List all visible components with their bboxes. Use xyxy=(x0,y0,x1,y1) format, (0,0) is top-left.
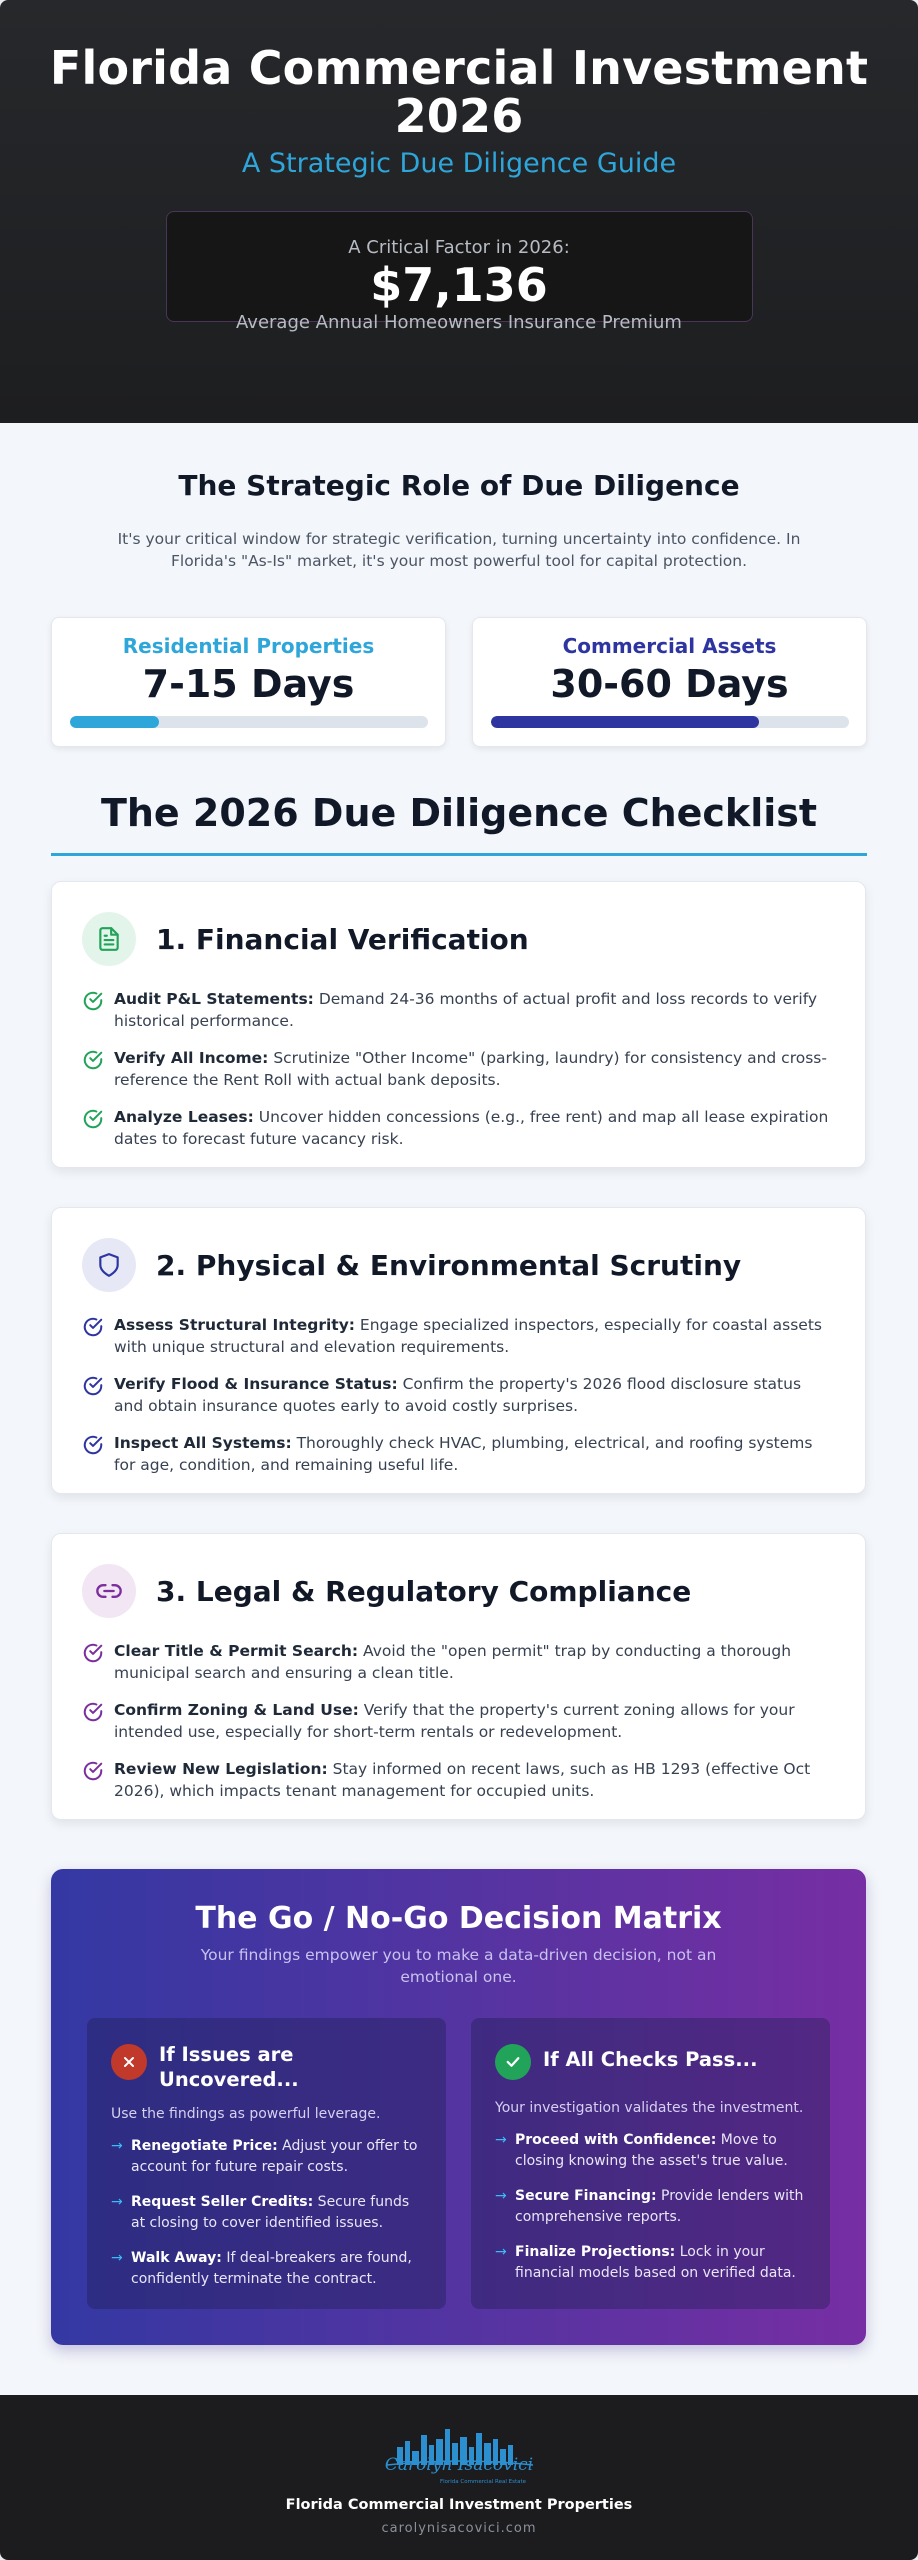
card-header xyxy=(82,1564,835,1618)
card-title: 1. Financial Verification xyxy=(156,922,529,956)
callout-label: A Critical Factor in 2026: xyxy=(348,237,570,258)
item-label: Finalize Projections: xyxy=(515,2244,676,2260)
panel-title: If Issues are Uncovered... xyxy=(159,2043,299,2091)
section-card-legal xyxy=(51,1533,866,1820)
callout-caption: Average Annual Homeowners Insurance Premium xyxy=(236,312,682,333)
brand-logo xyxy=(369,2417,549,2487)
item-label: Secure Financing: xyxy=(515,2188,657,2204)
checklist-item xyxy=(82,1758,835,1802)
arrow-right-icon: → xyxy=(111,2250,123,2266)
check-circle-icon xyxy=(82,1434,104,1456)
panel-item xyxy=(111,2136,422,2178)
link-icon xyxy=(82,1564,136,1618)
checklist-item xyxy=(82,1699,835,1743)
heading-divider xyxy=(51,853,867,856)
checklist-item xyxy=(82,1106,835,1150)
checklist-item xyxy=(82,988,835,1032)
timeline-bar-fill xyxy=(70,716,160,728)
checklist-item xyxy=(82,1373,835,1417)
item-label: Assess Structural Integrity: xyxy=(114,1316,355,1334)
card-items xyxy=(82,1314,835,1476)
page-footer xyxy=(0,2395,918,2560)
document-icon xyxy=(82,912,136,966)
panel-item xyxy=(111,2248,422,2290)
matrix-subtitle: Your findings empower you to make a data-driven decision, not an emotional one. xyxy=(200,1946,717,1986)
check-circle-icon xyxy=(82,1375,104,1397)
card-items xyxy=(82,988,835,1150)
item-label: Review New Legislation: xyxy=(114,1760,328,1778)
checklist-item xyxy=(82,1432,835,1476)
item-text: Demand 24-36 months of actual profit and loss records to verify historical performance. xyxy=(114,990,818,1030)
tile-label: Residential Properties xyxy=(122,634,375,658)
role-title: The Strategic Role of Due Diligence xyxy=(178,469,740,502)
item-label: Inspect All Systems: xyxy=(114,1434,292,1452)
item-label: Confirm Zoning & Land Use: xyxy=(114,1701,359,1719)
item-text: Secure funds at closing to cover identified issues. xyxy=(131,2194,410,2231)
check-circle-icon xyxy=(82,1701,104,1723)
item-label: Renegotiate Price: xyxy=(131,2138,278,2154)
tile-commercial xyxy=(472,617,867,747)
item-text: Engage specialized inspectors, especially for coastal assets with unique structural and elevation requirements. xyxy=(114,1316,822,1356)
timeline-tiles xyxy=(51,617,867,747)
matrix-title: The Go / No-Go Decision Matrix xyxy=(195,1901,722,1936)
checklist-item xyxy=(82,1047,835,1091)
panel-intro: Use the findings as powerful leverage. xyxy=(111,2106,381,2122)
logo-script: Carolyn Isacovici xyxy=(384,2455,534,2475)
timeline-bar-fill xyxy=(491,716,760,728)
card-header xyxy=(82,912,835,966)
page-subtitle: A Strategic Due Diligence Guide xyxy=(241,148,677,179)
panel-intro: Your investigation validates the investment. xyxy=(495,2100,804,2116)
arrow-right-icon: → xyxy=(495,2132,507,2148)
item-label: Clear Title & Permit Search: xyxy=(114,1642,359,1660)
panel-item xyxy=(495,2242,806,2284)
tile-label: Commercial Assets xyxy=(562,634,777,658)
panel-pass xyxy=(471,2018,830,2309)
card-title: 3. Legal & Regulatory Compliance xyxy=(156,1574,692,1608)
item-label: Request Seller Credits: xyxy=(131,2194,314,2210)
item-text: Stay informed on recent laws, such as HB 1293 (effective Oct 2026), which impacts tenant management for occupied units. xyxy=(114,1760,811,1800)
item-text: Lock in your financial models based on verified data. xyxy=(515,2244,796,2281)
checklist-item xyxy=(82,1640,835,1684)
tile-residential xyxy=(51,617,446,747)
decision-matrix xyxy=(51,1869,866,2345)
arrow-right-icon: → xyxy=(495,2244,507,2260)
item-text: Provide lenders with comprehensive reports. xyxy=(515,2188,804,2225)
page-title: Florida Commercial Investment 2026 xyxy=(49,41,869,143)
hero-header xyxy=(0,0,918,423)
item-text: Thoroughly check HVAC, plumbing, electrical, and roofing systems for age, condition, and remaining useful life. xyxy=(114,1434,813,1474)
check-circle-icon xyxy=(82,1642,104,1664)
check-circle-icon xyxy=(82,990,104,1012)
role-text: It's your critical window for strategic verification, turning uncertainty into confidence. In Florida's "As-Is" market, it's your most powerful tool for capital protection. xyxy=(117,530,801,570)
close-icon xyxy=(111,2044,147,2080)
tile-value: 7-15 Days xyxy=(142,662,355,706)
check-icon xyxy=(495,2044,531,2080)
item-label: Analyze Leases: xyxy=(114,1108,254,1126)
footer-company-name: Florida Commercial Investment Properties xyxy=(285,2497,633,2513)
insurance-callout xyxy=(166,211,753,333)
arrow-right-icon: → xyxy=(111,2194,123,2210)
matrix-panels xyxy=(87,2018,830,2309)
item-text: Verify that the property's current zoning allows for your intended use, especially for short-term rentals or redevelopment. xyxy=(114,1701,795,1741)
check-circle-icon xyxy=(82,1316,104,1338)
panel-item xyxy=(495,2186,806,2228)
panel-header xyxy=(111,2042,422,2092)
check-circle-icon xyxy=(82,1108,104,1130)
callout-value: $7,136 xyxy=(370,258,548,312)
tile-value: 30-60 Days xyxy=(550,662,789,706)
item-label: Audit P&L Statements: xyxy=(114,990,314,1008)
logo-tagline: Florida Commercial Real Estate xyxy=(439,2479,527,2485)
shield-icon xyxy=(82,1238,136,1292)
arrow-right-icon: → xyxy=(111,2138,123,2154)
arrow-right-icon: → xyxy=(495,2188,507,2204)
item-label: Proceed with Confidence: xyxy=(515,2132,717,2148)
panel-header xyxy=(495,2042,806,2080)
item-text: If deal-breakers are found, confidently terminate the contract. xyxy=(131,2250,412,2287)
item-text: Uncover hidden concessions (e.g., free rent) and map all lease expiration dates to forecast future vacancy risk. xyxy=(114,1108,829,1148)
timeline-bar xyxy=(491,716,849,728)
timeline-bar xyxy=(70,716,428,728)
item-text: Adjust your offer to account for future repair costs. xyxy=(131,2138,418,2175)
item-label: Verify Flood & Insurance Status: xyxy=(114,1375,398,1393)
section-card-physical xyxy=(51,1207,866,1494)
checklist-item xyxy=(82,1314,835,1358)
card-header xyxy=(82,1238,835,1292)
footer-website-link[interactable]: carolynisacovici.com xyxy=(381,2521,537,2536)
panel-title: If All Checks Pass... xyxy=(543,2048,758,2071)
card-items xyxy=(82,1640,835,1802)
item-label: Verify All Income: xyxy=(114,1049,269,1067)
checklist-title: The 2026 Due Diligence Checklist xyxy=(100,791,818,835)
panel-item xyxy=(111,2192,422,2234)
panel-item xyxy=(495,2130,806,2172)
item-text: Scrutinize "Other Income" (parking, laundry) for consistency and cross-reference the Rent Roll with actual bank deposits. xyxy=(114,1049,827,1089)
checklist-heading xyxy=(0,791,918,856)
item-text: Confirm the property's 2026 flood disclosure status and obtain insurance quotes early to avoid costly surprises. xyxy=(114,1375,802,1415)
role-section xyxy=(0,423,918,747)
check-circle-icon xyxy=(82,1049,104,1071)
check-circle-icon xyxy=(82,1760,104,1782)
item-text: Avoid the "open permit" trap by conducting a thorough municipal search and ensuring a clean title. xyxy=(114,1642,792,1682)
panel-issues xyxy=(87,2018,446,2309)
section-card-financial xyxy=(51,881,866,1168)
item-label: Walk Away: xyxy=(131,2250,222,2266)
item-text: Move to closing knowing the asset's true value. xyxy=(515,2132,788,2169)
card-title: 2. Physical & Environmental Scrutiny xyxy=(156,1248,742,1282)
